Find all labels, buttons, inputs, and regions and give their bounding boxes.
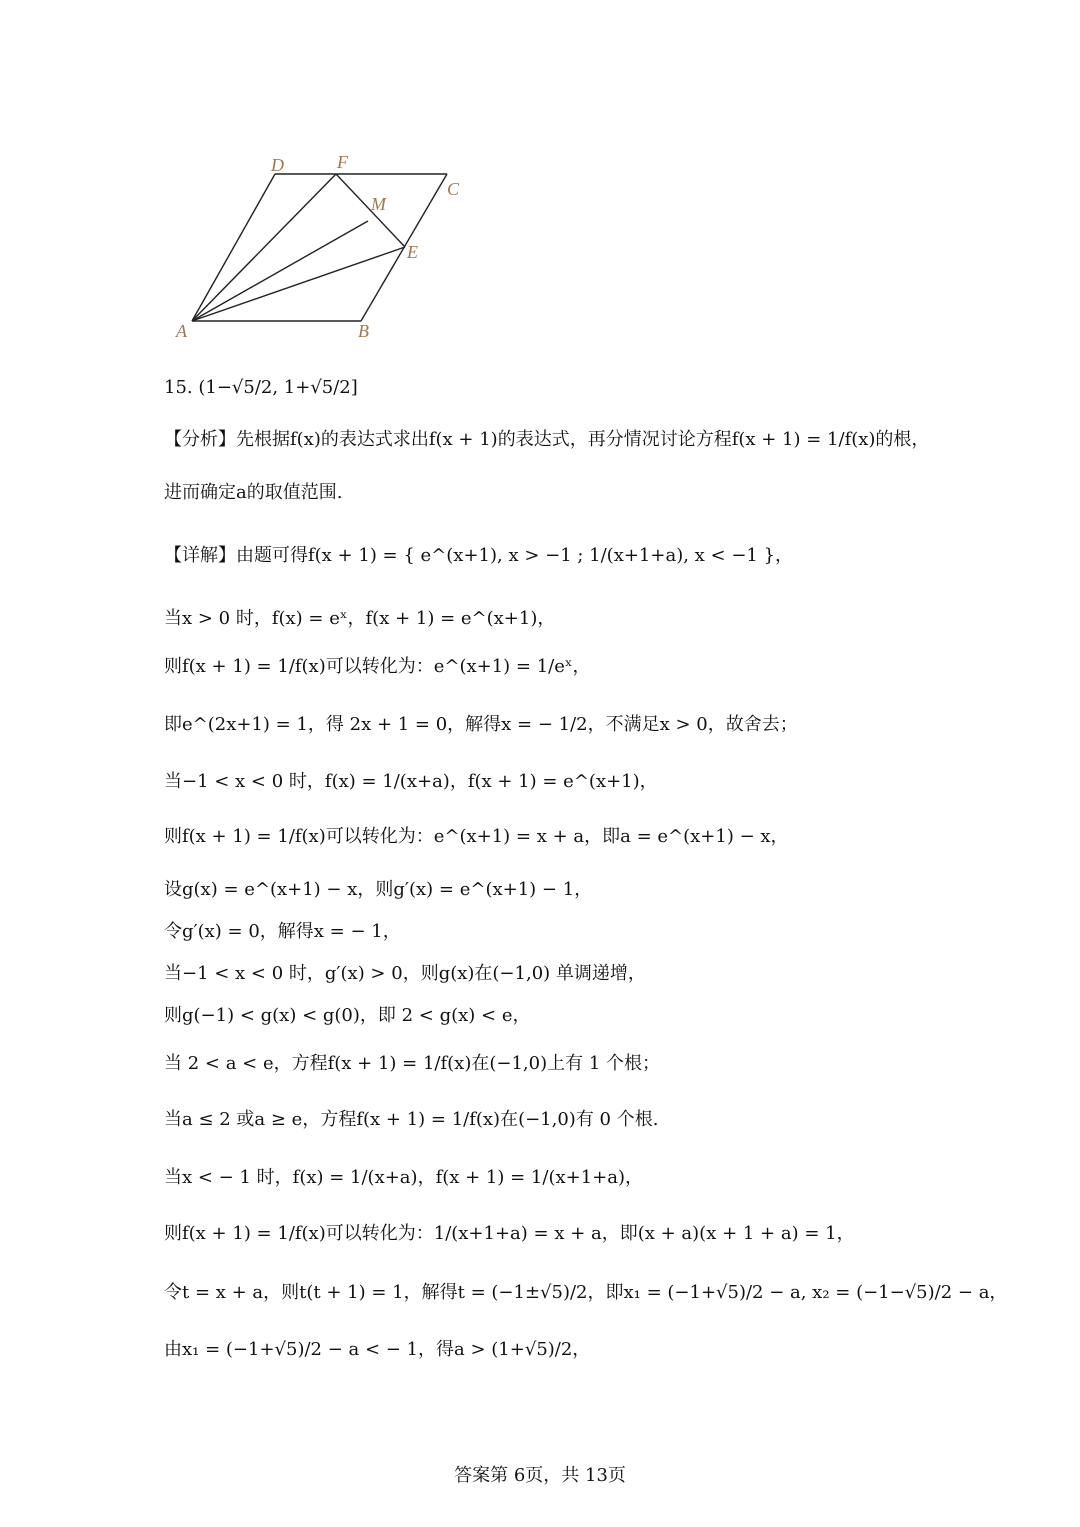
label-E: E [407, 242, 418, 262]
detail-line-16: 则f(x + 1) = 1/f(x)可以转化为：1/(x+1+a) = x + a，即(x + a)(x + 1 + a) = 1， [164, 1223, 855, 1244]
label-F: F [337, 152, 348, 172]
answer-15: 15. (1−√5/2, 1+√5/2] [164, 377, 358, 398]
page-footer: 答案第 6页，共 13页 [454, 1465, 626, 1486]
detail-line-4: 当x > 0 时，f(x) = eˣ，f(x + 1) = e^(x+1)， [164, 608, 556, 629]
edge-DA [192, 174, 275, 321]
segment-AF [192, 174, 336, 321]
detail-line-6: 即e^(2x+1) = 1，得 2x + 1 = 0，解得x = − 1/2，不满足x > 0，故舍去； [164, 714, 798, 735]
detail-line-13: 当 2 < a < e，方程f(x + 1) = 1/f(x)在(−1,0)上有 1 个根； [164, 1053, 660, 1074]
label-A: A [176, 321, 187, 341]
detail-line-7: 当−1 < x < 0 时，f(x) = 1/(x+a)，f(x + 1) = e^(x+1)， [164, 771, 658, 792]
segment-AM [192, 221, 368, 321]
detail-line-17: 令t = x + a，则t(t + 1) = 1，解得t = (−1±√5)/2，即x₁ = (−1+√5)/2 − a, x₂ = (−1−√5)/2 − a， [164, 1282, 1008, 1303]
label-C: C [447, 179, 460, 199]
detail-line-11: 当−1 < x < 0 时，g′(x) > 0，则g(x)在(−1,0) 单调递增， [164, 963, 646, 984]
detail-line-14: 当a ≤ 2 或a ≥ e，方程f(x + 1) = 1/f(x)在(−1,0)有 0 个根. [164, 1109, 659, 1130]
parallelogram-figure [160, 148, 490, 348]
detail-line-8: 则f(x + 1) = 1/f(x)可以转化为：e^(x+1) = x + a，即a = e^(x+1) − x， [164, 826, 789, 847]
label-M: M [371, 194, 386, 214]
segment-AE [192, 247, 405, 321]
analysis-line-2: 进而确定a的取值范围. [164, 482, 343, 503]
detail-line-5: 则f(x + 1) = 1/f(x)可以转化为：e^(x+1) = 1/eˣ， [164, 656, 591, 677]
analysis-line-1: 【分析】先根据f(x)的表达式求出f(x + 1)的表达式，再分情况讨论方程f(x + 1) = 1/f(x)的根， [164, 429, 930, 450]
detail-line-15: 当x < − 1 时，f(x) = 1/(x+a)，f(x + 1) = 1/(x+1+a)， [164, 1167, 643, 1188]
detail-line-10: 令g′(x) = 0，解得x = − 1， [164, 921, 401, 942]
detail-line-12: 则g(−1) < g(x) < g(0)，即 2 < g(x) < e， [164, 1005, 531, 1026]
detail-line-18: 由x₁ = (−1+√5)/2 − a < − 1，得a > (1+√5)/2， [164, 1339, 591, 1360]
detail-piecewise: 【详解】由题可得f(x + 1) = { e^(x+1), x > −1 ; 1/(x+1+a), x < −1 }， [164, 545, 794, 566]
label-B: B [358, 321, 369, 341]
detail-line-9: 设g(x) = e^(x+1) − x，则g′(x) = e^(x+1) − 1， [164, 879, 593, 900]
label-D: D [271, 155, 284, 175]
